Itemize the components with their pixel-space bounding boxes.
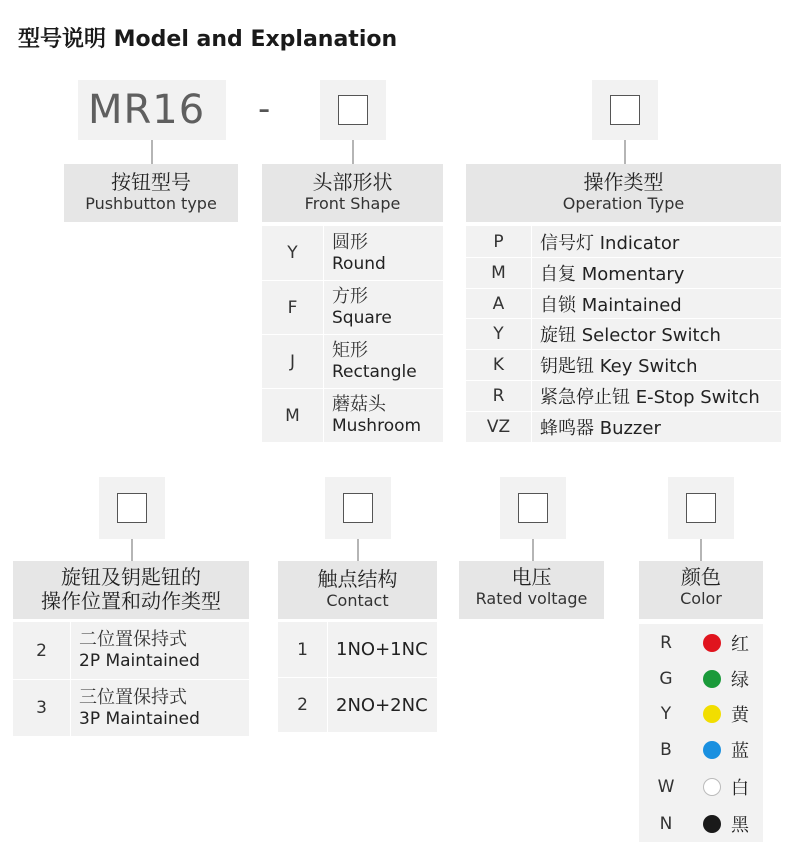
- placeholder-box-selector-positions: [99, 477, 165, 539]
- header-pushbutton-type: [64, 164, 238, 222]
- row-cn: 二位置保持式: [79, 629, 187, 650]
- header-cn: 操作类型: [583, 170, 664, 194]
- row-en: 2P Maintained: [79, 651, 200, 671]
- table-row: [639, 805, 763, 842]
- row-en: Round: [332, 253, 386, 274]
- table-row: [639, 624, 763, 661]
- header-color: [639, 561, 763, 619]
- row-desc: [693, 731, 763, 768]
- header-en: Pushbutton type: [85, 194, 217, 213]
- connector-line: [357, 539, 359, 561]
- row-code: R: [466, 381, 532, 411]
- table-row: [13, 622, 249, 679]
- row-code: W: [657, 776, 675, 797]
- table-row: [639, 696, 763, 731]
- table-row: [466, 349, 781, 380]
- row-cn: 绿: [731, 669, 749, 691]
- row-code: N: [659, 813, 673, 834]
- row-code: Y: [660, 703, 672, 724]
- row-code: J: [262, 335, 324, 388]
- header-cn: 头部形状: [312, 170, 393, 194]
- row-desc: [71, 680, 249, 736]
- row-desc: [324, 389, 443, 442]
- table-row: [466, 226, 781, 257]
- model-separator: -: [258, 89, 271, 129]
- header-cn: 按钮型号: [111, 170, 191, 194]
- row-code: VZ: [466, 412, 532, 442]
- header-en: Operation Type: [562, 194, 685, 213]
- table-row: [278, 622, 437, 677]
- table-row: [13, 679, 249, 736]
- page-title: 型号说明 Model and Explanation: [18, 27, 398, 52]
- row-desc: [532, 350, 781, 380]
- row-desc: [324, 281, 443, 334]
- header-operation-type: [466, 164, 781, 222]
- yellow-dot-icon: [703, 705, 721, 723]
- row-desc: [532, 226, 781, 257]
- placeholder-square: [338, 95, 368, 125]
- row-desc: [532, 319, 781, 349]
- table-row: [639, 661, 763, 696]
- placeholder-box-color: [668, 477, 734, 539]
- row-code: R: [660, 632, 672, 653]
- header-en: Color: [680, 589, 722, 608]
- placeholder-square: [686, 493, 716, 523]
- row-cn: 方形: [332, 286, 368, 307]
- row-code: B: [660, 739, 672, 760]
- table-row: [466, 257, 781, 288]
- white-dot-icon: [703, 778, 721, 796]
- row-text: 1NO+1NC: [336, 639, 428, 660]
- row-text: 旋钮 Selector Switch: [540, 325, 721, 346]
- placeholder-square: [610, 95, 640, 125]
- front-shape-table: [262, 226, 443, 442]
- blue-dot-icon: [703, 741, 721, 759]
- table-row: [466, 411, 781, 442]
- table-row: [278, 677, 437, 732]
- row-en: Square: [332, 308, 392, 328]
- header-contact: [278, 561, 437, 619]
- row-cn: 圆形: [332, 231, 368, 253]
- table-row: [466, 380, 781, 411]
- green-dot-icon: [703, 670, 721, 688]
- row-cn: 蘑菇头: [332, 394, 386, 415]
- table-row: [262, 280, 443, 334]
- row-desc: [693, 768, 763, 805]
- table-row: [262, 226, 443, 280]
- row-text: 钥匙钮 Key Switch: [540, 356, 698, 377]
- header-cn-line1: 旋钮及钥匙钮的: [61, 565, 201, 589]
- placeholder-box-front-shape: [320, 80, 386, 140]
- row-code: 2: [13, 622, 71, 679]
- row-en: Mushroom: [332, 416, 422, 436]
- red-dot-icon: [703, 634, 721, 652]
- header-en: Rated voltage: [475, 589, 588, 608]
- row-code: 2: [278, 678, 328, 732]
- row-cn: 白: [731, 777, 749, 799]
- row-cn: 红: [731, 633, 749, 655]
- placeholder-box-rated-voltage: [500, 477, 566, 539]
- row-text: 2NO+2NC: [336, 694, 428, 716]
- model-code: MR16: [88, 87, 206, 133]
- row-desc: [532, 258, 781, 288]
- row-code: K: [466, 350, 532, 380]
- row-cn: 蓝: [731, 740, 749, 762]
- table-row: [466, 318, 781, 349]
- row-desc: [71, 622, 249, 679]
- header-selector-positions: [13, 561, 249, 619]
- row-code: Y: [262, 226, 324, 280]
- header-front-shape: [262, 164, 443, 222]
- row-desc: [328, 678, 437, 732]
- color-table: [639, 624, 763, 842]
- selector-positions-table: [13, 622, 249, 736]
- header-rated-voltage: [459, 561, 604, 619]
- row-desc: [532, 412, 781, 442]
- row-code: 3: [13, 680, 71, 736]
- operation-type-table: [466, 226, 781, 442]
- row-en: 3P Maintained: [79, 708, 200, 729]
- connector-line: [532, 539, 534, 561]
- connector-line: [151, 140, 153, 164]
- row-code: P: [466, 226, 532, 257]
- header-en: Contact: [326, 591, 389, 610]
- row-desc: [328, 622, 437, 677]
- row-text: 蜂鸣器 Buzzer: [540, 418, 661, 439]
- row-desc: [324, 226, 443, 280]
- placeholder-box-contact: [325, 477, 391, 539]
- row-text: 自锁 Maintained: [540, 294, 682, 316]
- placeholder-square: [343, 493, 373, 523]
- row-code: Y: [466, 319, 532, 349]
- row-desc: [693, 624, 763, 661]
- connector-line: [131, 539, 133, 561]
- connector-line: [624, 140, 626, 164]
- row-cn: 三位置保持式: [79, 686, 187, 708]
- row-cn: 黄: [731, 704, 749, 726]
- row-desc: [532, 381, 781, 411]
- row-code: 1: [278, 622, 328, 677]
- row-code: M: [262, 389, 324, 442]
- header-en: Front Shape: [304, 194, 401, 213]
- connector-line: [352, 140, 354, 164]
- row-desc: [693, 805, 763, 842]
- table-row: [466, 288, 781, 318]
- row-cn: 黑: [731, 814, 749, 836]
- row-code: F: [262, 281, 324, 334]
- header-cn-line2: 操作位置和动作类型: [41, 589, 221, 613]
- table-row: [639, 731, 763, 768]
- row-desc: [532, 289, 781, 318]
- row-code: M: [466, 258, 532, 288]
- table-row: [639, 768, 763, 805]
- row-desc: [324, 335, 443, 388]
- placeholder-box-operation-type: [592, 80, 658, 140]
- row-code: A: [466, 289, 532, 318]
- row-desc: [693, 661, 763, 696]
- row-en: Rectangle: [332, 362, 417, 382]
- row-text: 信号灯 Indicator: [540, 232, 680, 254]
- header-cn: 触点结构: [317, 567, 398, 591]
- black-dot-icon: [703, 815, 721, 833]
- row-text: 紧急停止钮 E-Stop Switch: [540, 387, 760, 408]
- table-row: [262, 388, 443, 442]
- header-cn: 颜色: [681, 565, 721, 589]
- row-code: G: [659, 668, 673, 689]
- contact-table: [278, 622, 437, 732]
- row-cn: 矩形: [332, 340, 368, 361]
- connector-line: [700, 539, 702, 561]
- placeholder-square: [117, 493, 147, 523]
- placeholder-square: [518, 493, 548, 523]
- table-row: [262, 334, 443, 388]
- row-desc: [693, 696, 763, 731]
- row-text: 自复 Momentary: [540, 264, 685, 285]
- header-cn: 电压: [511, 565, 552, 589]
